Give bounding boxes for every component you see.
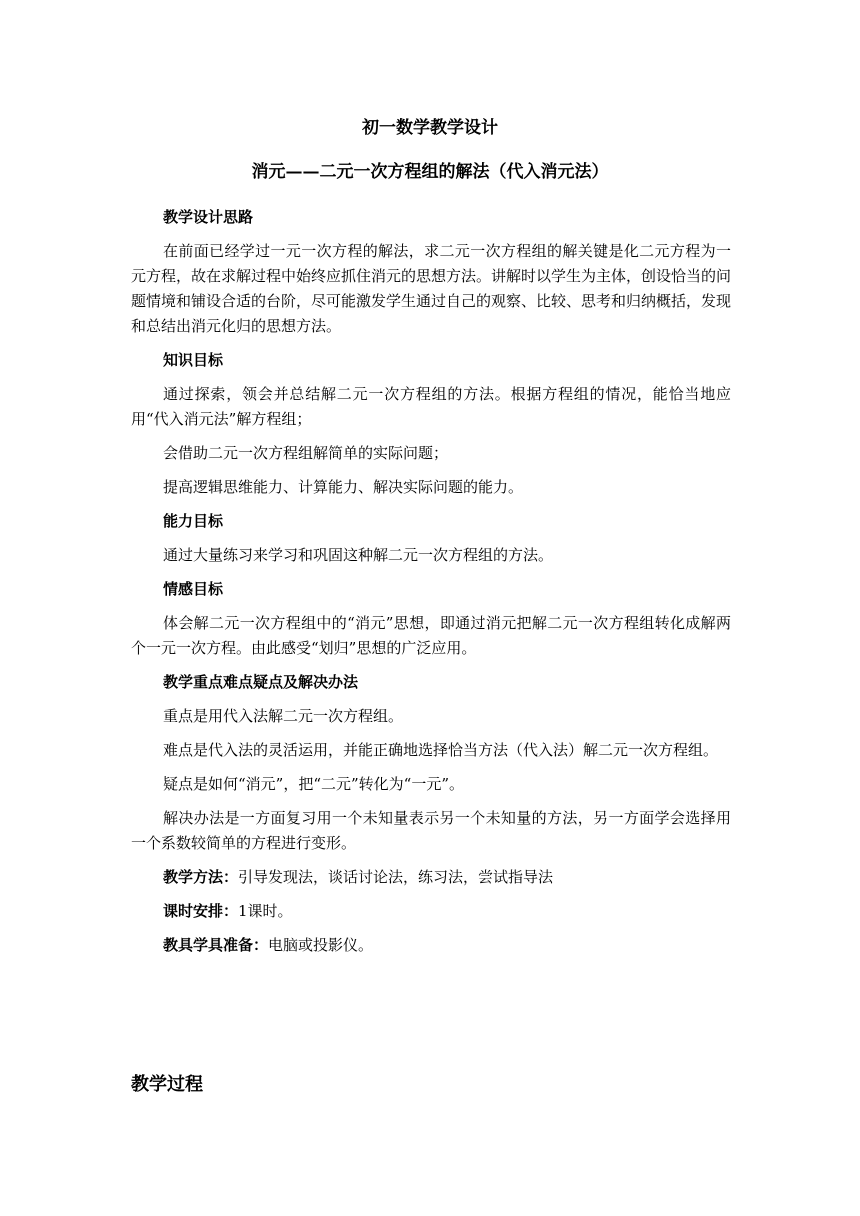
section-heading: 知识目标 [163, 351, 224, 369]
section-paragraph: 会借助二元一次方程组解简单的实际问题； [163, 444, 449, 462]
schedule-line [131, 899, 731, 924]
document-title: 初一数学教学设计 [362, 118, 498, 138]
section-heading: 教学重点难点疑点及解决办法 [163, 673, 359, 691]
section-paragraph: 难点是代入法的灵活运用，并能正确地选择恰当方法（代入法）解二元一次方程组。 [163, 741, 719, 759]
section-heading: 教学设计思路 [163, 208, 254, 226]
section-heading: 能力目标 [163, 512, 224, 530]
materials-label: 教具学具准备： [163, 936, 269, 954]
section-paragraph: 体会解二元一次方程组中的“消元”思想，即通过消元把解二元一次方程组转化成解两个一元一次方程。由此感受“划归”思想的广泛应用。 [131, 614, 731, 657]
section-paragraph: 在前面已经学过一元一次方程的解法，求二元一次方程组的解关键是化二元方程为一元方程，故在求解过程中始终应抓住消元的思想方法。讲解时以学生为主体，创设恰当的问题情境和铺设合适的台阶，尽可能激发学生通过自己的观察、比较、思考和归纳概括，发现和总结出消元化归的思想方法。 [131, 242, 732, 335]
schedule-label: 课时安排： [163, 902, 239, 920]
teaching-method-line [131, 865, 731, 890]
teaching-method-label: 教学方法： [163, 868, 239, 886]
materials-line [131, 933, 731, 958]
section-paragraph: 提高逻辑思维能力、计算能力、解决实际问题的能力。 [163, 478, 524, 496]
section-heading: 情感目标 [163, 580, 224, 598]
section-paragraph: 解决办法是一方面复习用一个未知量表示另一个未知量的方法，另一方面学会选择用一个系数较简单的方程进行变形。 [131, 809, 731, 852]
document-subtitle: 消元——二元一次方程组的解法（代入消元法） [251, 162, 609, 182]
schedule-text: 1课时。 [238, 902, 293, 920]
section-paragraph: 疑点是如何“消元”，把“二元”转化为“一元”。 [163, 775, 465, 793]
materials-text: 电脑或投影仪。 [268, 936, 374, 954]
section-paragraph: 通过大量练习来学习和巩固这种解二元一次方程组的方法。 [163, 546, 554, 564]
section-paragraph: 重点是用代入法解二元一次方程组。 [163, 707, 404, 725]
teaching-method-text: 引导发现法，谈话讨论法，练习法，尝试指导法 [238, 868, 554, 886]
section-paragraph: 通过探索，领会并总结解二元一次方程组的方法。根据方程组的情况，能恰当地应用“代入消元法”解方程组； [131, 385, 731, 428]
document-body [131, 205, 731, 967]
process-heading: 教学过程 [131, 1074, 203, 1095]
